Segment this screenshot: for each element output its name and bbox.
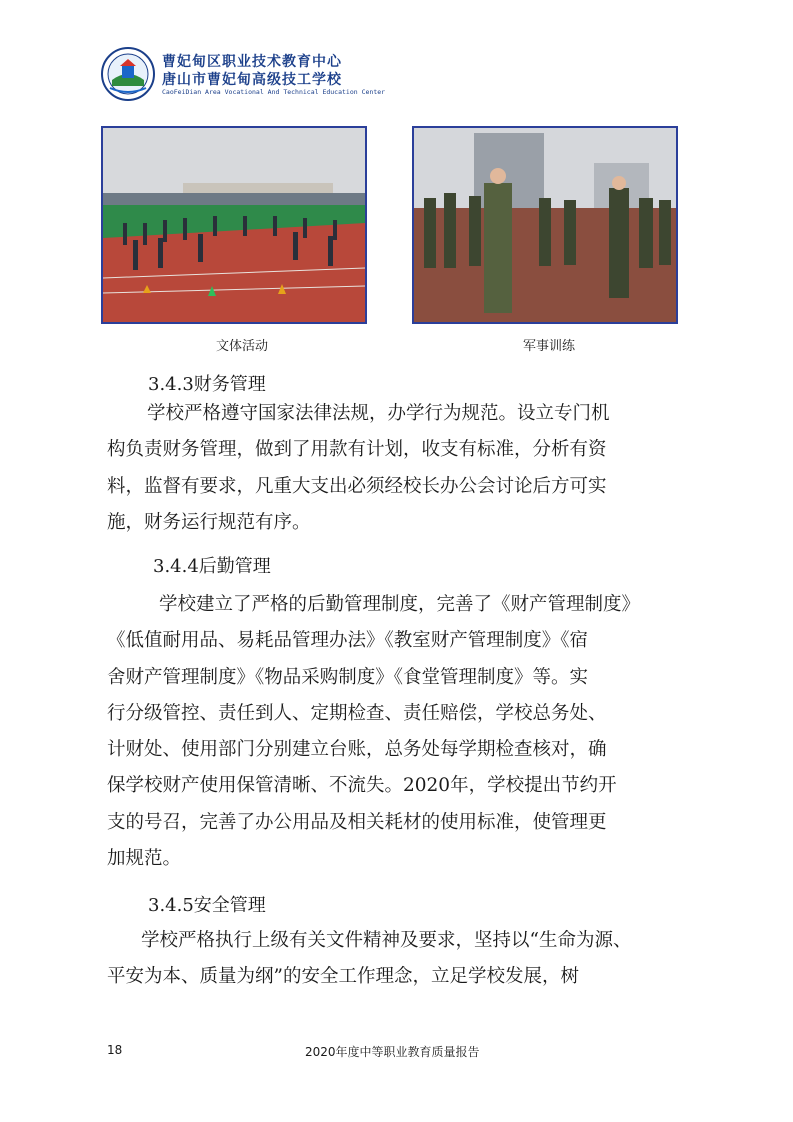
paragraph-line: 构负责财务管理，做到了用款有计划，收支有标准，分析有资: [107, 439, 607, 461]
paragraph-line: 料，监督有要求，凡重大支出必须经校长办公会讨论后方可实: [107, 475, 607, 497]
photo-caption-cultural: 文体活动: [216, 339, 269, 354]
paragraph-line: 学校严格遵守国家法律法规，办学行为规范。设立专门机: [147, 403, 610, 424]
school-name-en: CaoFeiDian Area Vocational And Technical Education Center: [162, 88, 386, 96]
paragraph-line: 行分级管控、责任到人、定期检查、责任赔偿，学校总务处、: [107, 702, 607, 724]
section-heading-finance: 3.4.3财务管理: [148, 374, 266, 395]
report-title: 2020年度中等职业教育质量报告: [305, 1045, 480, 1059]
paragraph-line: 学校建立了严格的后勤管理制度，完善了《财产管理制度》: [159, 594, 641, 615]
paragraph-logistics: [107, 587, 689, 877]
paragraph-line: 《低值耐用品、易耗品管理办法》《教室财产管理制度》《宿: [107, 630, 589, 652]
paragraph-line: 加规范。: [107, 848, 182, 870]
paragraph-line: 学校严格执行上级有关文件精神及要求，坚持以“生命为源、: [141, 930, 632, 951]
paragraph-finance: [107, 396, 689, 541]
paragraph-line: 保学校财产使用保管清晰、不流失。2020年，学校提出节约开: [107, 775, 617, 797]
paragraph-line: 计财处、使用部门分别建立台账，总务处每学期检查核对，确: [107, 739, 607, 761]
section-heading-logistics: 3.4.4后勤管理: [153, 556, 271, 577]
school-name-cn-2: 唐山市曹妃甸高级技工学校: [162, 72, 342, 88]
cultural-activity-photo: [101, 126, 367, 324]
paragraph-line: 施，财务运行规范有序。: [107, 511, 311, 533]
paragraph-line: 平安为本、质量为纲”的安全工作理念，立足学校发展，树: [107, 966, 579, 988]
paragraph-safety: [107, 923, 689, 996]
paragraph-line: 舍财产管理制度》《物品采购制度》《食堂管理制度》等。实: [107, 666, 589, 688]
section-heading-safety: 3.4.5安全管理: [148, 895, 266, 916]
page-number: 18: [107, 1043, 123, 1057]
military-training-photo: [412, 126, 678, 324]
school-logo-icon: [100, 46, 156, 102]
page-header: [100, 42, 420, 104]
paragraph-line: 支的号召，完善了办公用品及相关耗材的使用标准，使管理更: [107, 811, 607, 833]
school-name-cn-1: 曹妃甸区职业技术教育中心: [162, 54, 342, 70]
photo-caption-military: 军事训练: [523, 339, 576, 354]
